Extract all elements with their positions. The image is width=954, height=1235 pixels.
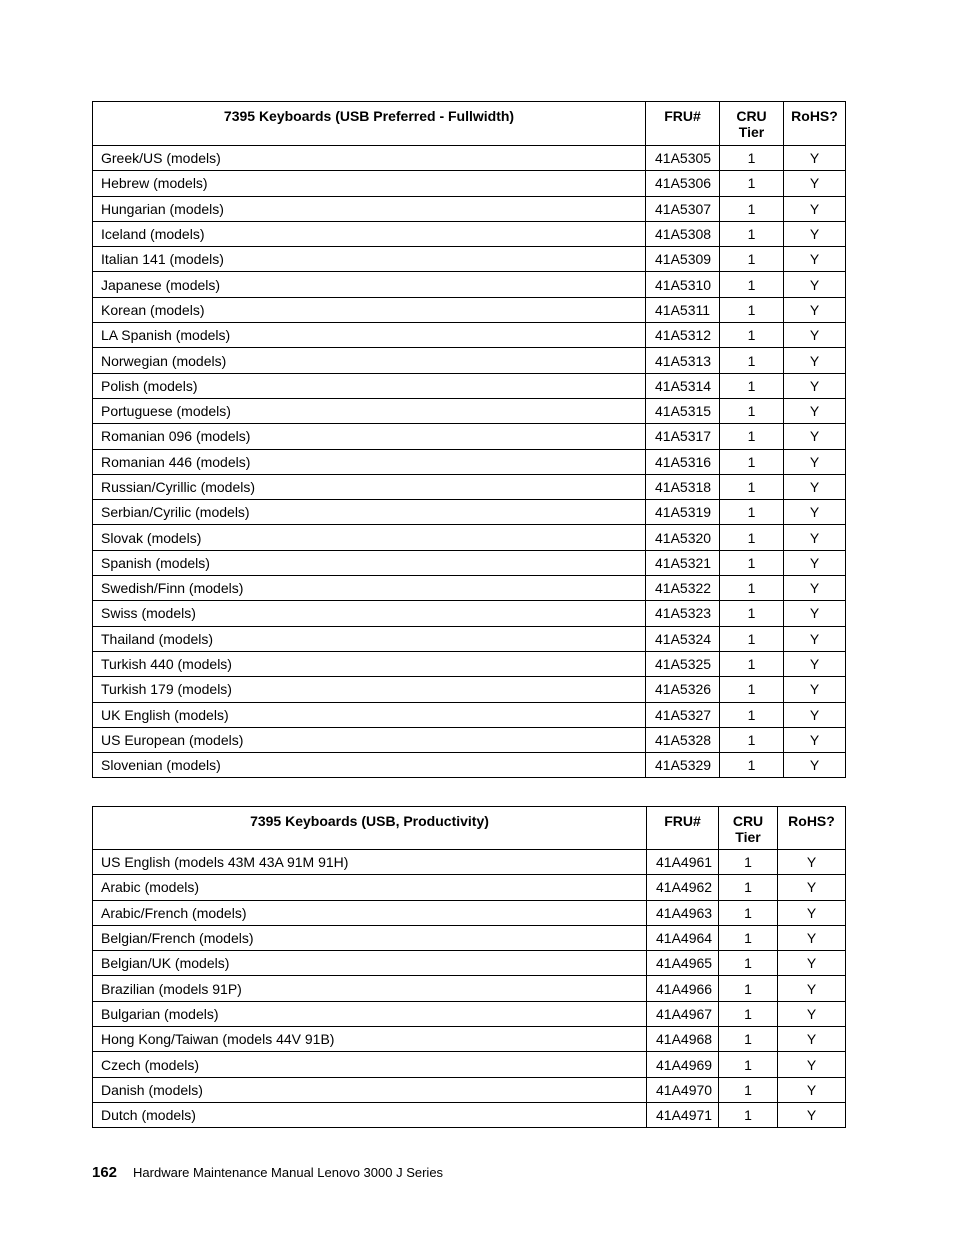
page-number: 162 <box>92 1164 118 1181</box>
cell-keyboard-name: Japanese (models) <box>93 272 646 297</box>
cell-rohs: Y <box>784 272 846 297</box>
cell-keyboard-name: Spanish (models) <box>93 550 646 575</box>
cell-cru-tier: 1 <box>719 925 778 950</box>
cell-fru-number: 41A5321 <box>646 550 720 575</box>
table-row <box>93 850 846 875</box>
table-row <box>93 601 846 626</box>
tier-label: Tier <box>735 829 761 845</box>
keyboards-productivity-table <box>92 806 846 1128</box>
cell-fru-number: 41A5325 <box>646 651 720 676</box>
page-footer <box>92 1164 443 1181</box>
column-header-fru: FRU# <box>647 807 719 850</box>
table-row <box>93 398 846 423</box>
cell-keyboard-name: Hebrew (models) <box>93 171 646 196</box>
cell-rohs: Y <box>784 702 846 727</box>
column-header-fru: FRU# <box>646 102 720 146</box>
cell-rohs: Y <box>784 373 846 398</box>
cell-fru-number: 41A4966 <box>647 976 719 1001</box>
cell-keyboard-name: Arabic/French (models) <box>93 900 647 925</box>
cell-rohs: Y <box>784 727 846 752</box>
cell-keyboard-name: Russian/Cyrillic (models) <box>93 474 646 499</box>
table-row <box>93 1027 846 1052</box>
cell-cru-tier: 1 <box>720 449 784 474</box>
cell-keyboard-name: Brazilian (models 91P) <box>93 976 647 1001</box>
column-header-rohs: RoHS? <box>784 102 846 146</box>
cell-keyboard-name: Swedish/Finn (models) <box>93 576 646 601</box>
cell-fru-number: 41A4962 <box>647 875 719 900</box>
cell-rohs: Y <box>784 449 846 474</box>
cell-fru-number: 41A5308 <box>646 221 720 246</box>
cell-rohs: Y <box>778 850 846 875</box>
cell-rohs: Y <box>784 601 846 626</box>
cell-keyboard-name: Belgian/UK (models) <box>93 951 647 976</box>
cell-cru-tier: 1 <box>720 146 784 171</box>
cell-cru-tier: 1 <box>720 297 784 322</box>
table-row <box>93 576 846 601</box>
cell-cru-tier: 1 <box>720 626 784 651</box>
cell-fru-number: 41A5316 <box>646 449 720 474</box>
cell-keyboard-name: UK English (models) <box>93 702 646 727</box>
cell-fru-number: 41A5317 <box>646 424 720 449</box>
table-row <box>93 323 846 348</box>
cell-rohs: Y <box>778 900 846 925</box>
cell-cru-tier: 1 <box>720 525 784 550</box>
manual-title: Hardware Maintenance Manual Lenovo 3000 J Series <box>133 1165 444 1180</box>
cell-rohs: Y <box>784 171 846 196</box>
cell-fru-number: 41A5328 <box>646 727 720 752</box>
cell-keyboard-name: Slovak (models) <box>93 525 646 550</box>
cell-keyboard-name: Hungarian (models) <box>93 196 646 221</box>
cell-cru-tier: 1 <box>719 1001 778 1026</box>
cell-fru-number: 41A5322 <box>646 576 720 601</box>
cell-keyboard-name: Norwegian (models) <box>93 348 646 373</box>
cell-fru-number: 41A4970 <box>647 1077 719 1102</box>
cell-fru-number: 41A4964 <box>647 925 719 950</box>
cell-rohs: Y <box>784 525 846 550</box>
table-row <box>93 449 846 474</box>
cell-rohs: Y <box>784 626 846 651</box>
cell-rohs: Y <box>784 196 846 221</box>
cell-fru-number: 41A4971 <box>647 1102 719 1127</box>
cell-rohs: Y <box>784 500 846 525</box>
cell-cru-tier: 1 <box>720 221 784 246</box>
table-row <box>93 677 846 702</box>
column-header-name: 7395 Keyboards (USB Preferred - Fullwidth) <box>93 102 646 146</box>
cell-cru-tier: 1 <box>720 196 784 221</box>
cell-keyboard-name: Romanian 096 (models) <box>93 424 646 449</box>
column-header-name: 7395 Keyboards (USB, Productivity) <box>93 807 647 850</box>
cell-keyboard-name: Hong Kong/Taiwan (models 44V 91B) <box>93 1027 647 1052</box>
cell-cru-tier: 1 <box>720 474 784 499</box>
table-row <box>93 247 846 272</box>
cell-keyboard-name: US European (models) <box>93 727 646 752</box>
cell-fru-number: 41A5314 <box>646 373 720 398</box>
table-row <box>93 146 846 171</box>
cell-fru-number: 41A5320 <box>646 525 720 550</box>
cell-cru-tier: 1 <box>719 1102 778 1127</box>
cell-fru-number: 41A4968 <box>647 1027 719 1052</box>
column-header-cru-tier <box>720 102 784 146</box>
table-row <box>93 297 846 322</box>
cell-rohs: Y <box>784 576 846 601</box>
cell-cru-tier: 1 <box>720 171 784 196</box>
cell-fru-number: 41A5318 <box>646 474 720 499</box>
cru-label: CRU <box>736 108 767 124</box>
cell-fru-number: 41A4963 <box>647 900 719 925</box>
cell-cru-tier: 1 <box>720 601 784 626</box>
cell-rohs: Y <box>778 1027 846 1052</box>
table-row <box>93 900 846 925</box>
cell-keyboard-name: Slovenian (models) <box>93 753 646 778</box>
cell-keyboard-name: Turkish 440 (models) <box>93 651 646 676</box>
table-row <box>93 753 846 778</box>
cell-keyboard-name: Arabic (models) <box>93 875 647 900</box>
cell-rohs: Y <box>778 1102 846 1127</box>
table-row <box>93 500 846 525</box>
table-row <box>93 550 846 575</box>
cell-cru-tier: 1 <box>720 247 784 272</box>
cell-fru-number: 41A5323 <box>646 601 720 626</box>
table-row <box>93 196 846 221</box>
cell-rohs: Y <box>778 976 846 1001</box>
tier-label: Tier <box>738 124 765 140</box>
cell-fru-number: 41A5305 <box>646 146 720 171</box>
cell-rohs: Y <box>784 398 846 423</box>
cell-rohs: Y <box>784 424 846 449</box>
cell-keyboard-name: Turkish 179 (models) <box>93 677 646 702</box>
cell-keyboard-name: Italian 141 (models) <box>93 247 646 272</box>
cell-cru-tier: 1 <box>720 677 784 702</box>
cell-cru-tier: 1 <box>720 500 784 525</box>
cell-rohs: Y <box>778 951 846 976</box>
cell-cru-tier: 1 <box>720 323 784 348</box>
cell-keyboard-name: Iceland (models) <box>93 221 646 246</box>
cell-fru-number: 41A5311 <box>646 297 720 322</box>
cell-cru-tier: 1 <box>719 951 778 976</box>
cell-cru-tier: 1 <box>719 900 778 925</box>
table-row <box>93 525 846 550</box>
cell-cru-tier: 1 <box>720 398 784 423</box>
cell-rohs: Y <box>778 925 846 950</box>
table-row <box>93 976 846 1001</box>
cell-cru-tier: 1 <box>720 272 784 297</box>
table-row <box>93 1102 846 1127</box>
cell-keyboard-name: Romanian 446 (models) <box>93 449 646 474</box>
table-row <box>93 171 846 196</box>
cell-fru-number: 41A5329 <box>646 753 720 778</box>
cell-rohs: Y <box>784 651 846 676</box>
cell-rohs: Y <box>778 1001 846 1026</box>
cell-fru-number: 41A4967 <box>647 1001 719 1026</box>
table-header-row <box>93 102 846 146</box>
table-row <box>93 626 846 651</box>
cell-rohs: Y <box>778 875 846 900</box>
cell-cru-tier: 1 <box>719 875 778 900</box>
keyboards-fullwidth-table <box>92 101 846 778</box>
cell-keyboard-name: Greek/US (models) <box>93 146 646 171</box>
cell-keyboard-name: Swiss (models) <box>93 601 646 626</box>
table-row <box>93 1001 846 1026</box>
cell-fru-number: 41A5307 <box>646 196 720 221</box>
cell-fru-number: 41A5310 <box>646 272 720 297</box>
table-row <box>93 651 846 676</box>
cell-fru-number: 41A5324 <box>646 626 720 651</box>
cell-cru-tier: 1 <box>719 1052 778 1077</box>
cell-keyboard-name: Danish (models) <box>93 1077 647 1102</box>
cell-cru-tier: 1 <box>720 373 784 398</box>
cell-fru-number: 41A5309 <box>646 247 720 272</box>
table-row <box>93 272 846 297</box>
table-row <box>93 702 846 727</box>
table-row <box>93 951 846 976</box>
table-row <box>93 727 846 752</box>
cell-rohs: Y <box>784 323 846 348</box>
cell-cru-tier: 1 <box>720 753 784 778</box>
table-row <box>93 875 846 900</box>
cell-cru-tier: 1 <box>720 424 784 449</box>
table-row <box>93 373 846 398</box>
cru-label: CRU <box>732 813 764 829</box>
cell-fru-number: 41A4969 <box>647 1052 719 1077</box>
column-header-cru-tier <box>719 807 778 850</box>
cell-fru-number: 41A5326 <box>646 677 720 702</box>
table-row <box>93 424 846 449</box>
cell-rohs: Y <box>784 221 846 246</box>
cell-cru-tier: 1 <box>719 976 778 1001</box>
cell-cru-tier: 1 <box>720 702 784 727</box>
cell-cru-tier: 1 <box>719 850 778 875</box>
cell-rohs: Y <box>784 146 846 171</box>
cell-keyboard-name: Belgian/French (models) <box>93 925 647 950</box>
cell-keyboard-name: Czech (models) <box>93 1052 647 1077</box>
cell-keyboard-name: Dutch (models) <box>93 1102 647 1127</box>
cell-rohs: Y <box>784 348 846 373</box>
cell-fru-number: 41A5306 <box>646 171 720 196</box>
cell-rohs: Y <box>778 1052 846 1077</box>
cell-keyboard-name: Polish (models) <box>93 373 646 398</box>
cell-rohs: Y <box>778 1077 846 1102</box>
cell-cru-tier: 1 <box>720 727 784 752</box>
cell-keyboard-name: US English (models 43M 43A 91M 91H) <box>93 850 647 875</box>
cell-fru-number: 41A4961 <box>647 850 719 875</box>
table-row <box>93 474 846 499</box>
cell-keyboard-name: Bulgarian (models) <box>93 1001 647 1026</box>
cell-cru-tier: 1 <box>719 1027 778 1052</box>
cell-cru-tier: 1 <box>720 576 784 601</box>
cell-rohs: Y <box>784 550 846 575</box>
cell-cru-tier: 1 <box>720 550 784 575</box>
table-row <box>93 1052 846 1077</box>
cell-cru-tier: 1 <box>719 1077 778 1102</box>
cell-fru-number: 41A5319 <box>646 500 720 525</box>
table-row <box>93 1077 846 1102</box>
cell-keyboard-name: Korean (models) <box>93 297 646 322</box>
cell-fru-number: 41A4965 <box>647 951 719 976</box>
cell-cru-tier: 1 <box>720 651 784 676</box>
cell-keyboard-name: LA Spanish (models) <box>93 323 646 348</box>
column-header-rohs: RoHS? <box>778 807 846 850</box>
cell-cru-tier: 1 <box>720 348 784 373</box>
cell-fru-number: 41A5315 <box>646 398 720 423</box>
cell-rohs: Y <box>784 677 846 702</box>
table-row <box>93 348 846 373</box>
cell-keyboard-name: Thailand (models) <box>93 626 646 651</box>
table-header-row <box>93 807 846 850</box>
table-row <box>93 925 846 950</box>
cell-fru-number: 41A5313 <box>646 348 720 373</box>
cell-fru-number: 41A5327 <box>646 702 720 727</box>
cell-rohs: Y <box>784 474 846 499</box>
table-row <box>93 221 846 246</box>
cell-keyboard-name: Portuguese (models) <box>93 398 646 423</box>
cell-rohs: Y <box>784 753 846 778</box>
cell-keyboard-name: Serbian/Cyrilic (models) <box>93 500 646 525</box>
cell-rohs: Y <box>784 247 846 272</box>
cell-rohs: Y <box>784 297 846 322</box>
cell-fru-number: 41A5312 <box>646 323 720 348</box>
